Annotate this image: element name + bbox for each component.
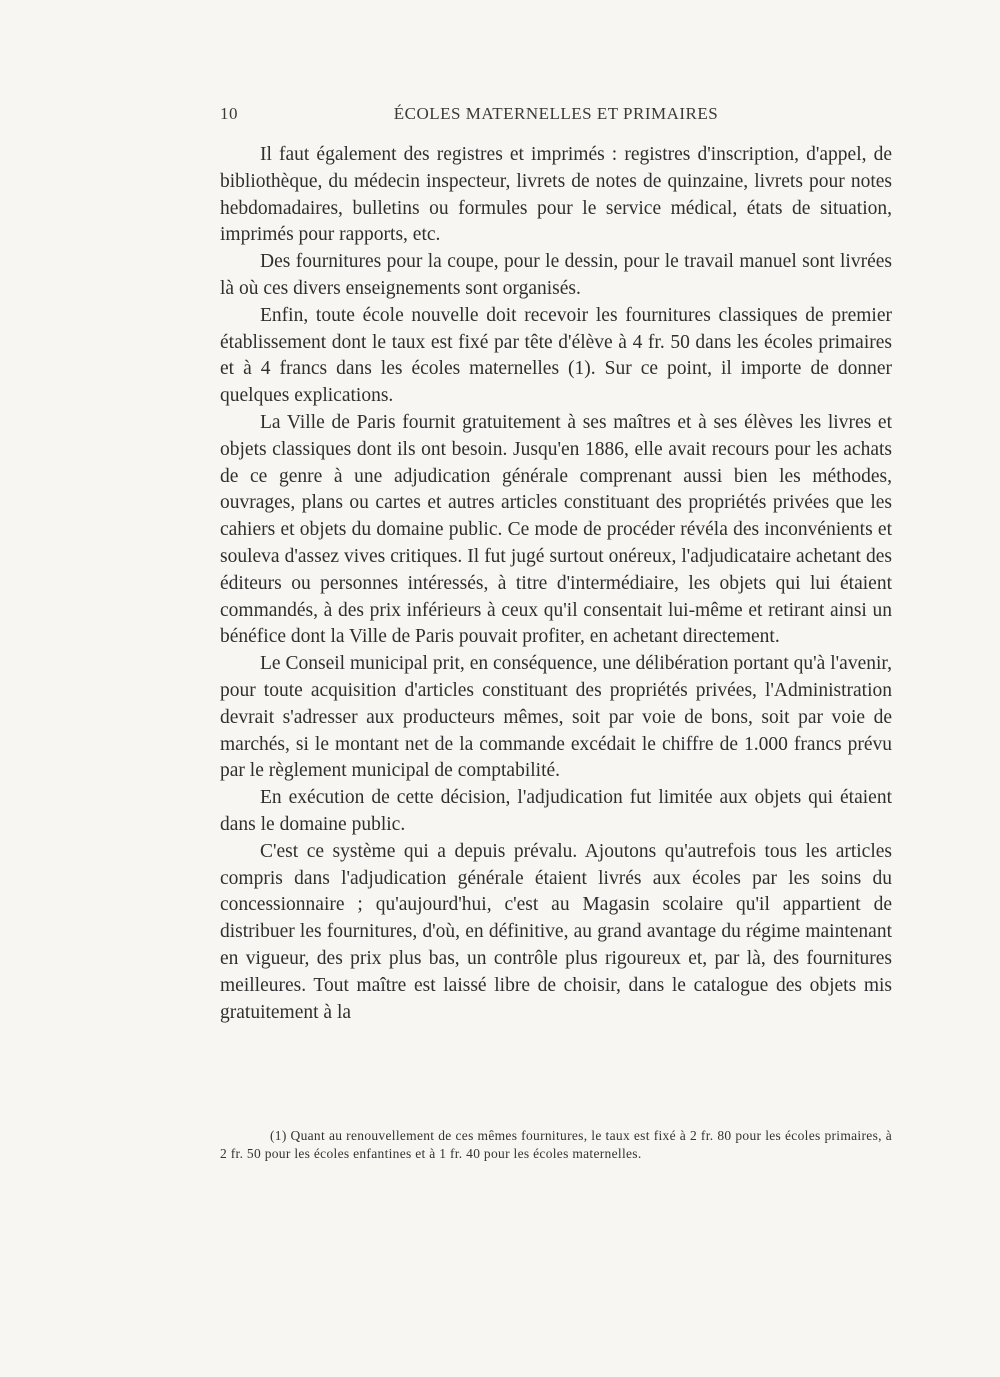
paragraph: La Ville de Paris fournit gratuitement à ses maîtres et à ses élèves les livres et objets classiques dont ils ont besoin. Jusqu'en 1886, elle avait recours pour les achats de ce genre à une adjudication générale comprenant aussi bien les méthodes, ouvrages, plans ou cartes et autres articles constituant des propriétés privées que les cahiers et objets du domaine public. Ce mode de procéder révéla des inconvénients et souleva d'assez vives critiques. Il fut jugé surtout onéreux, l'adjudicataire achetant des éditeurs ou personnes intéressés, à titre d'intermédiaire, les objets qui lui étaient commandés, à des prix inférieurs à ceux qu'il consentait lui-même et retirant ainsi un bénéfice dont la Ville de Paris pouvait profiter, en achetant directement. [220,411,892,648]
body-text [220,142,892,1026]
paragraph: Le Conseil municipal prit, en conséquence, une délibération portant qu'à l'avenir, pour toute acquisition d'articles constituant des propriétés privées, l'Administration devrait s'adresser aux producteurs mêmes, soit par voie de bons, soit par voie de marchés, si le montant net de la commande excédait le chiffre de 1.000 francs prévu par le règlement municipal de comptabilité. [220,653,892,782]
paragraph: Il faut également des registres et imprimés : registres d'inscription, d'appel, de bibliothèque, du médecin inspecteur, livrets de notes de quinzaine, livrets pour notes hebdomadaires, bulletins ou formules pour le service médical, états de situation, imprimés pour rapports, etc. [220,144,892,246]
footnote: (1) Quant au renouvellement de ces mêmes fournitures, le taux est fixé à 2 fr. 80 pour les écoles primaires, à 2 fr. 50 pour les écoles enfantines et à 1 fr. 40 pour les écoles maternelles. [220,1128,892,1161]
paragraph: C'est ce système qui a depuis prévalu. Ajoutons qu'autrefois tous les articles compris dans l'adjudication générale étaient livrés aux écoles par les soins du concessionnaire ; qu'aujourd'hui, c'est au Magasin scolaire qu'il appartient de distribuer les fournitures, d'où, en définitive, au grand avantage du régime maintenant en vigueur, des prix plus bas, un contrôle plus rigoureux et, par là, des fournitures meilleures. Tout maître est laissé libre de choisir, dans le catalogue des objets mis gratuitement à la [220,840,892,1023]
paragraph: Des fournitures pour la coupe, pour le dessin, pour le travail manuel sont livrées là où ces divers enseignements sont organisés. [220,251,892,299]
page-number: 10 [220,104,238,123]
paragraph: En exécution de cette décision, l'adjudication fut limitée aux objets qui étaient dans le domaine public. [220,787,892,835]
running-title: ÉCOLES MATERNELLES ET PRIMAIRES [393,104,719,123]
paragraph: Enfin, toute école nouvelle doit recevoir les fournitures classiques de premier établissement dont le taux est fixé par tête d'élève à 4 fr. 50 dans les écoles primaires et à 4 francs dans les écoles maternelles (1). Sur ce point, il importe de donner quelques explications. [220,304,892,407]
running-head [220,104,892,130]
